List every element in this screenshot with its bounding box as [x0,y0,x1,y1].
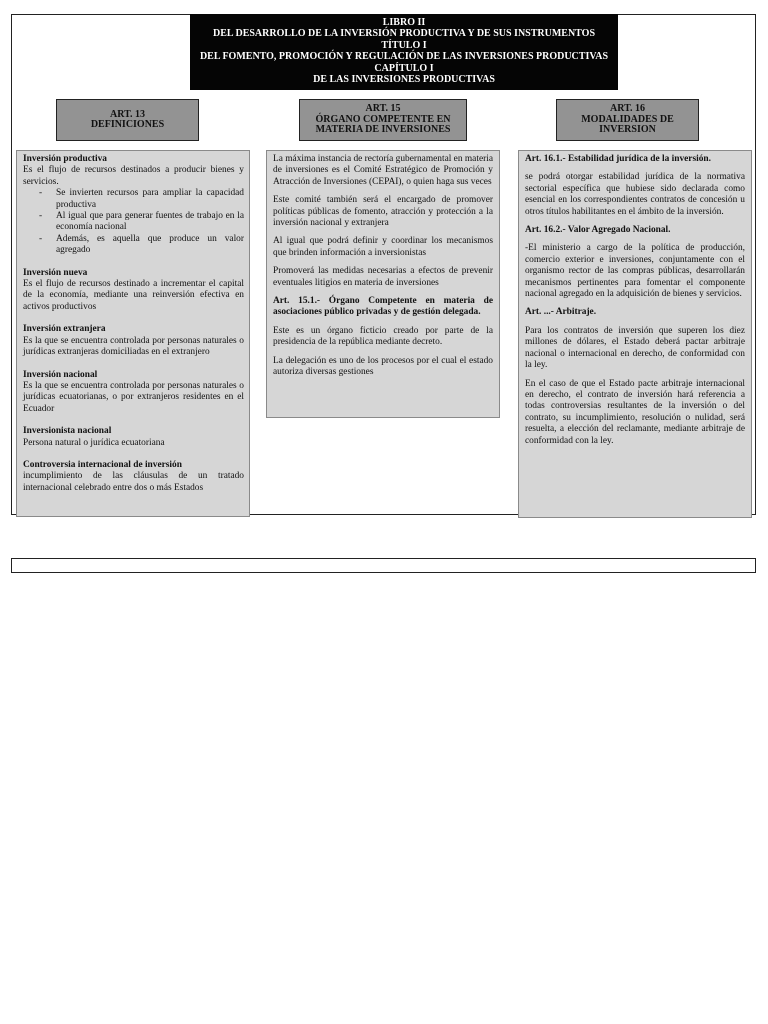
definition-term: Inversión nacional [23,369,98,380]
title-line: CAPÍTULO I [374,62,434,74]
bullet-item: - Además, es aquella que produce un valor agregado [23,234,244,257]
definition-text: Es el flujo de recursos destinado a incrementar el capital de la economía, mediante una reinversión efectiva en activos productivos [23,279,244,312]
modalidad-heading: Art. 16.2.- Valor Agregado Nacional. [525,225,671,236]
page-frame-bottom [11,558,756,573]
modalidad-paragraph: se podrá otorgar estabilidad jurídica de la normativa sectorial específica que hubiese sido declarada como esencial en los correspondientes contratos de concesión u otros títulos habilitantes en el ámbito de la inversión. [525,172,745,217]
modalidad-heading: Art. 16.1.- Estabilidad jurídica de la inversión. [525,154,711,164]
article-number: ART. 16 [609,103,646,115]
article-number: ART. 13 [109,108,146,120]
definition-term: Inversión nueva [23,267,88,278]
definition-term: Inversión extranjera [23,324,106,335]
article-title: MODALIDADES DE [581,113,674,125]
title-line: DEL FOMENTO, PROMOCIÓN Y REGULACIÓN DE LAS INVERSIONES PRODUCTIVAS [199,51,609,63]
modalidades-panel [518,150,752,518]
definition-text: Es la que se encuentra controlada por personas naturales o jurídicas ecuatorianas, o por extranjeros residentes en el Ecuador [23,380,244,414]
modalidad-paragraph: Para los contratos de inversión que superen los diez millones de dólares, el Estado deberá pactar arbitraje nacional o internacional en derecho, de conformidad con la ley. [525,325,745,371]
organo-paragraph: Al igual que podrá definir y coordinar los mecanismos que brinden información a inversionistas [273,236,493,258]
definition-text: Persona natural o jurídica ecuatoriana [23,437,165,448]
organo-panel [266,150,500,418]
definition-term: Controversia internacional de inversión [23,459,182,470]
modalidad-paragraph: En el caso de que el Estado pacte arbitraje internacional en derecho, el contrato de inversión hará referencia a todas controversias resultantes de la inversión o del contrato, su incumplimiento, resolución o nulidad, será resuelta, a elección del reclamante, mediante arbitraje de conformidad con la ley. [525,378,745,446]
chapter-title-box [190,14,618,90]
organo-paragraph: La máxima instancia de rectoría gubernamental en materia de inversiones es el Comité Estratégico de Promoción y Atracción de Inversiones (CEPAI), o quien haga sus veces [273,154,493,187]
article-16-header [556,99,699,141]
article-15-header [299,99,467,141]
title-line: LIBRO II [382,17,426,28]
organo-paragraph: Este es un órgano ficticio creado por parte de la presidencia de la república mediante decreto. [273,325,493,348]
title-line: DEL DESARROLLO DE LA INVERSIÓN PRODUCTIVA Y DE SUS INSTRUMENTOS [212,28,596,40]
definition-term: Inversionista nacional [23,426,112,437]
organo-subheading: Art. 15.1.- Órgano Competente en materia de asociaciones público privadas y de gestión delegada. [273,296,493,318]
article-title: INVERSION [599,124,656,136]
definition-text: Es la que se encuentra controlada por personas naturales o jurídicas extranjeras domiciliadas en el extranjero [23,335,244,358]
article-13-header [56,99,199,141]
article-number: ART. 15 [365,103,401,115]
definitions-panel [16,150,250,517]
organo-paragraph: Promoverá las medidas necesarias a efectos de prevenir eventuales litigios en materia de inversiones [273,266,493,288]
modalidad-heading: Art. ...- Arbitraje. [525,307,597,318]
article-title: MATERIA DE INVERSIONES [315,124,451,136]
definition-term: Inversión productiva [23,154,107,164]
title-line: TÍTULO I [381,39,427,51]
bullet-item: - Al igual que para generar fuentes de trabajo en la economía nacional [23,211,244,234]
definition-bullets [23,188,244,256]
organo-paragraph: Este comité también será el encargado de promover políticas públicas de fomento, atracción y protección a la inversión nacional y extranjera [273,195,493,229]
title-line: DE LAS INVERSIONES PRODUCTIVAS [313,74,495,86]
article-title: ÓRGANO COMPETENTE EN [315,113,451,125]
bullet-item: - Se invierten recursos para ampliar la capacidad productiva [23,188,244,211]
definition-text: incumplimiento de las cláusulas de un tratado internacional celebrado entre dos o más Estados [23,471,244,493]
modalidad-paragraph: -El ministerio a cargo de la política de producción, comercio exterior e inversiones, conjuntamente con el organismo rector de las compras públicas, desarrollarán mecanismos pertinentes para fomentar el componente nacional agregado en la adquisición de bienes y servicios. [525,243,745,300]
article-title: DEFINICIONES [90,119,165,130]
definition-text: Es el flujo de recursos destinados a producir bienes y servicios. [23,165,244,187]
organo-paragraph: La delegación es uno de los procesos por el cual el estado autoriza diversas gestiones [273,355,493,378]
